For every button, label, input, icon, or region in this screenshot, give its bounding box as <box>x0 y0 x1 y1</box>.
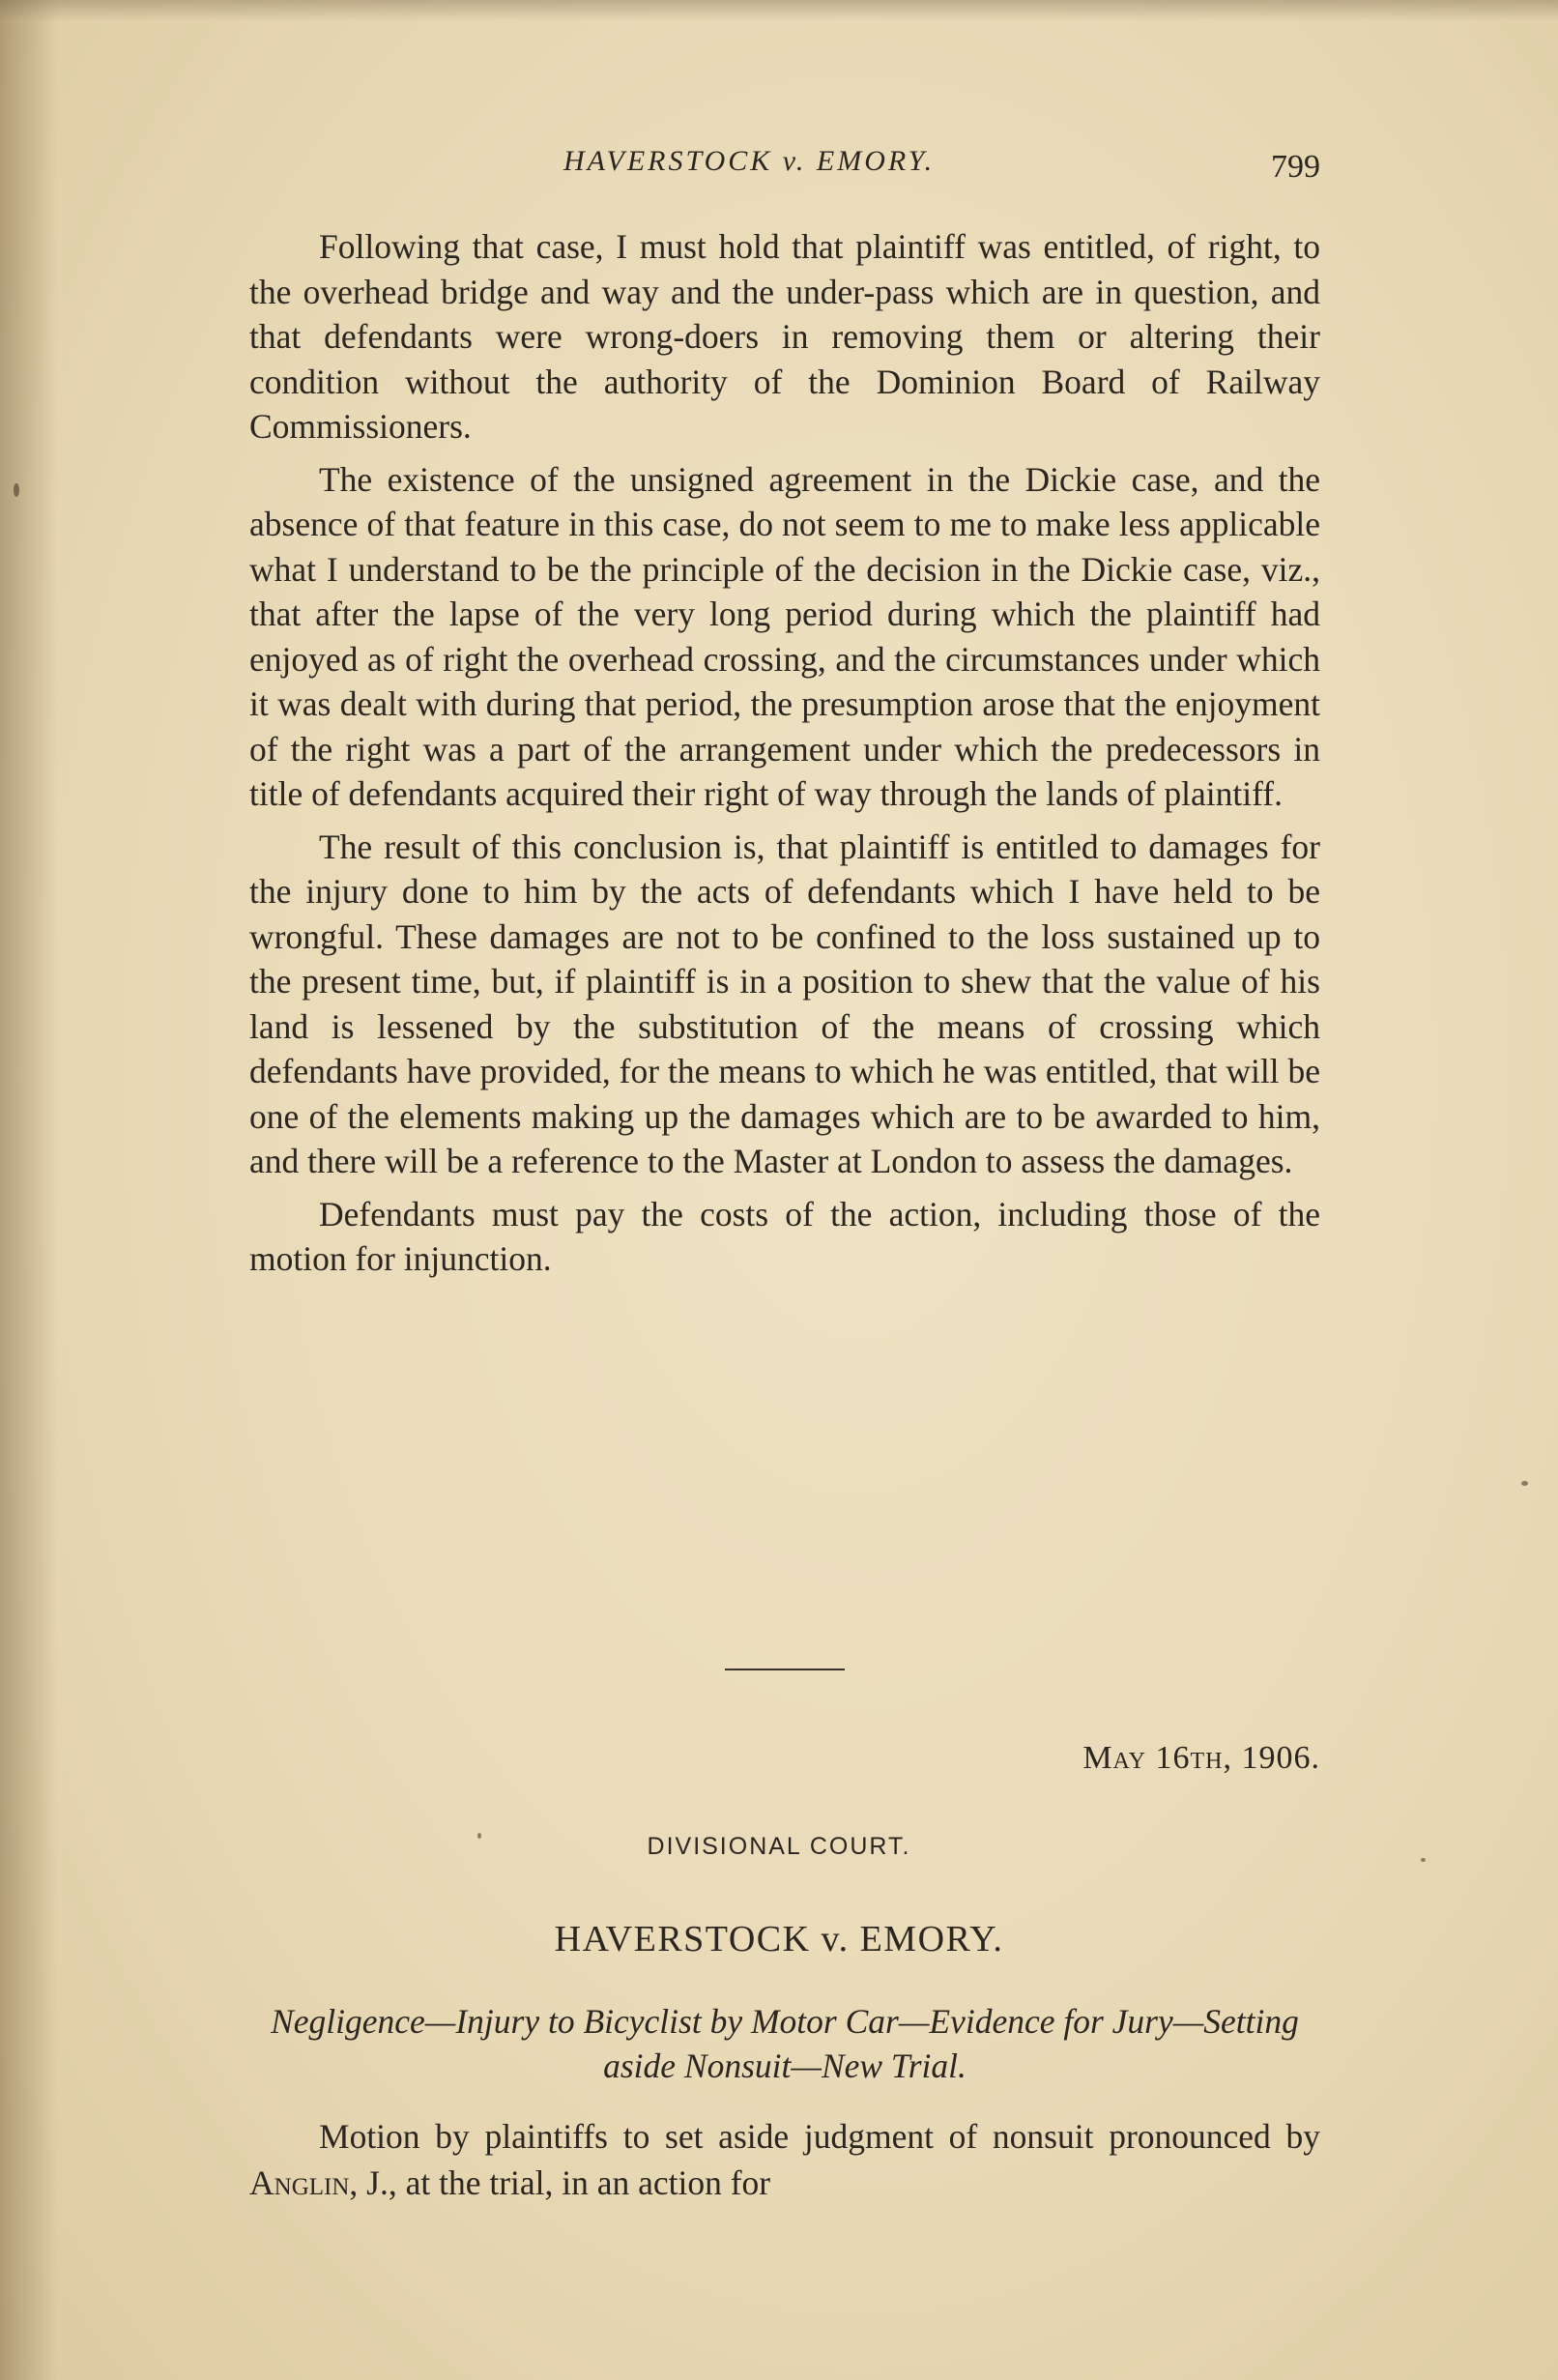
motion-rest: , J., at the trial, in an action for <box>349 2163 771 2202</box>
page-top-shadow <box>0 0 1558 21</box>
judgment-text <box>249 224 1320 1290</box>
paragraph: Following that case, I must hold that plaintiff was entitled, of right, to the overhead bridge and way and the under-pass which are in question, and that defendants were wrong-doers in removing them or altering their condition without the authority of the Dominion Board of Railway Commissioners. <box>249 227 1320 446</box>
judge-name: Anglin <box>249 2163 350 2202</box>
court-name: DIVISIONAL COURT. <box>647 1833 911 1860</box>
case-title: HAVERSTOCK v. EMORY. <box>554 1919 1004 1959</box>
paper-speck <box>1421 1858 1426 1862</box>
running-head <box>249 145 1320 193</box>
page-number: 799 <box>1271 149 1320 185</box>
motion-intro: Motion by plaintiffs to set aside judgment of nonsuit pronounced by <box>319 2117 1320 2156</box>
paper-speck <box>477 1833 481 1839</box>
paragraph: The result of this conclusion is, that plaintiff is entitled to damages for the injury done to him by the acts of defendants which I have held to be wrongful. These damages are not to be confined to the loss sustained up to the present time, but, if plaintiff is in a position to shew that the value of his land is lessened by the substitution of the means of crossing which defendants have provided, for the means to which he was entitled, that will be one of the elements making up the damages which are to be awarded to him, and there will be a reference to the Master at London to assess the damages. <box>249 827 1320 1180</box>
paragraph: The existence of the unsigned agreement in the Dickie case, and the absence of that feature in this case, do not seem to me to make less applicable what I understand to be the principle of the decision in the Dickie case, viz., that after the lapse of the very long period during which the plaintiff had enjoyed as of right the overhead crossing, and the circumstances under which it was dealt with during that period, the presumption arose that the enjoyment of the right was a part of the arrangement under which the predecessors in title of defendants acquired their right of way through the lands of plaintiff. <box>249 459 1320 813</box>
paragraph: Defendants must pay the costs of the action, including those of the motion for injunction. <box>249 1194 1320 1278</box>
decision-date: May 16th, 1906. <box>1082 1740 1320 1776</box>
motion-paragraph <box>249 2113 1320 2206</box>
paper-speck <box>1521 1481 1528 1486</box>
running-title: HAVERSTOCK v. EMORY. <box>563 145 936 177</box>
headnote: Negligence—Injury to Bicyclist by Motor Car—Evidence for Jury—Setting aside Nonsuit—New Trial. <box>271 2002 1299 2085</box>
page-spine-shadow <box>0 0 58 2380</box>
section-divider <box>725 1669 845 1670</box>
paper-speck <box>14 483 19 497</box>
